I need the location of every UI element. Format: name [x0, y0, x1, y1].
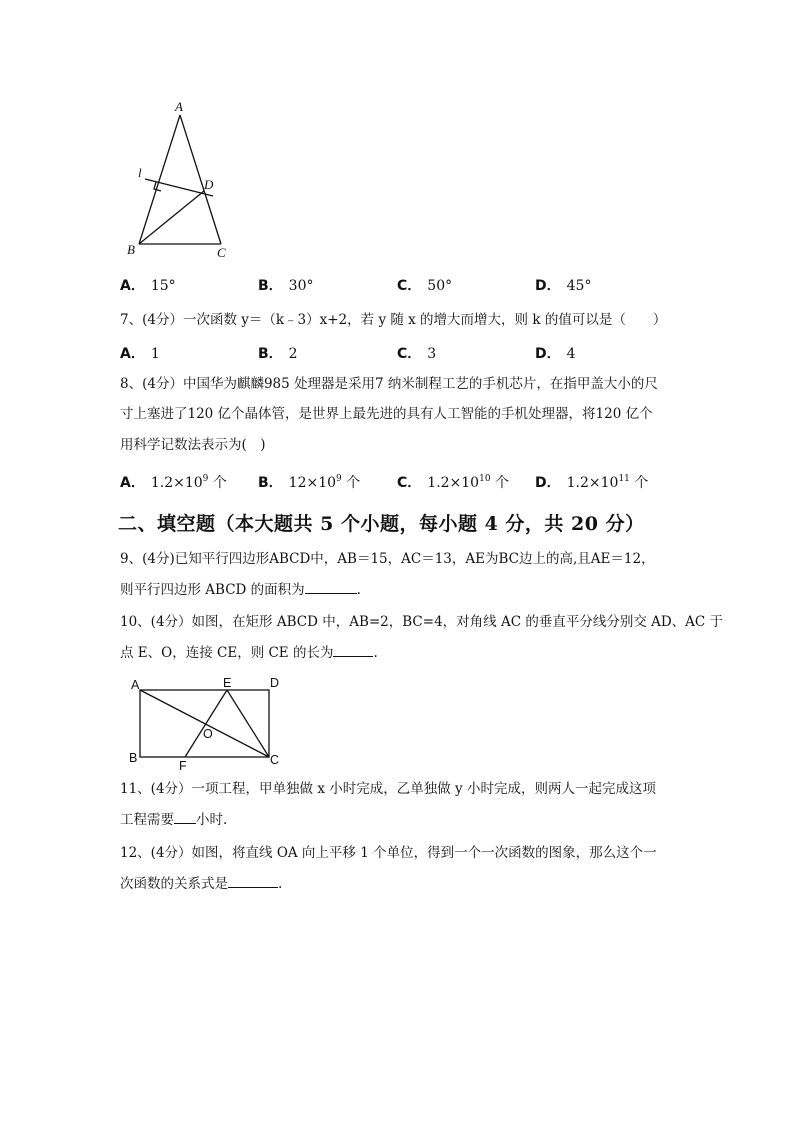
option-base: 1.2×10	[150, 475, 203, 491]
option-text: 45°	[566, 278, 592, 294]
question-10-line-2	[120, 644, 378, 662]
label-a: A	[131, 678, 140, 692]
option-letter: B．	[258, 475, 283, 491]
answer-blank[interactable]	[174, 811, 196, 824]
question-12-line-2	[120, 875, 282, 893]
option-base: 1.2×10	[566, 475, 619, 491]
answer-blank[interactable]	[228, 875, 278, 888]
question-8-line-2: 寸上塞进了120 亿个晶体管，是世界上最先进的具有人工智能的手机处理器，将120 亿个	[120, 406, 653, 422]
label-a: A	[175, 99, 183, 114]
option-letter: B．	[258, 346, 283, 362]
option-letter: A．	[120, 346, 145, 362]
question-11-line-2	[120, 811, 227, 829]
question-9-line-2	[120, 581, 361, 599]
option-text: 50°	[427, 278, 453, 294]
question-12-line-1: 12、(4分）如图，将直线 OA 向上平移 1 个单位，得到一个一次函数的图象，那么这个一	[120, 845, 657, 861]
question-11-line-1: 11、(4分）一项工程，甲单独做 x 小时完成，乙单独做 y 小时完成，则两人一起完成这项	[120, 781, 656, 797]
question-10-period: .	[373, 645, 378, 661]
option-letter: C．	[397, 475, 422, 491]
question-11-text: 工程需要	[120, 812, 174, 828]
option-exponent: 9	[336, 474, 342, 484]
q6-option-c	[397, 275, 452, 295]
option-unit: 个	[629, 475, 649, 491]
label-c: C	[270, 753, 280, 767]
label-e: E	[223, 676, 232, 690]
option-letter: B．	[258, 278, 283, 294]
q6-option-b	[258, 275, 314, 295]
option-unit: 个	[208, 475, 227, 491]
question-8-line-1: 8、(4分）中国华为麒麟985 处理器是采用7 纳米制程工艺的手机芯片，在指甲盖大小的尺	[120, 376, 658, 392]
option-letter: C．	[397, 346, 422, 362]
answer-blank[interactable]	[305, 581, 357, 594]
question-8-line-3: 用科学记数法表示为( )	[120, 437, 266, 453]
label-l: l	[138, 165, 142, 180]
question-9-line-1: 9、(4分)已知平行四边形ABCD中，AB＝15，AC＝13，AE为BC边上的高,且AE＝12，	[120, 551, 655, 567]
label-o: O	[203, 727, 213, 741]
question-10-text: 点 E、O，连接 CE，则 CE 的长为	[120, 645, 334, 661]
q7-option-b	[258, 343, 298, 363]
label-c: C	[217, 245, 226, 260]
option-text: 15°	[150, 278, 176, 294]
diagonal-ac	[140, 690, 269, 757]
question-9-text: 则平行四边形 ABCD 的面积为	[120, 582, 305, 598]
section-2-title: 二、填空题（本大题共 5 个小题，每小题 4 分，共 20 分）	[118, 513, 645, 535]
segment-bd	[139, 191, 204, 244]
option-base: 12×10	[288, 475, 337, 491]
option-text: 3	[427, 346, 437, 362]
label-b: B	[129, 751, 138, 765]
option-letter: A．	[120, 278, 145, 294]
label-b: B	[127, 242, 135, 257]
q6-option-d	[535, 275, 591, 295]
label-d: D	[204, 177, 214, 192]
label-d: D	[270, 676, 280, 690]
answer-blank[interactable]	[333, 644, 373, 657]
option-letter: A．	[120, 475, 145, 491]
option-exponent: 10	[479, 474, 491, 484]
option-letter: D．	[535, 278, 561, 294]
option-letter: C．	[397, 278, 422, 294]
q7-option-d	[535, 343, 576, 363]
option-exponent: 9	[202, 474, 209, 484]
side-ac	[180, 115, 221, 244]
triangle-figure	[120, 98, 240, 266]
q7-option-a	[120, 343, 160, 363]
q8-option-c	[397, 472, 509, 492]
question-12-period: .	[278, 876, 283, 892]
question-11-text-end: 小时.	[196, 812, 228, 828]
option-letter: D．	[535, 475, 561, 491]
question-12-text: 次函数的关系式是	[120, 876, 228, 892]
option-text: 1	[150, 346, 160, 362]
q8-option-b	[258, 472, 360, 492]
rectangle-figure	[125, 672, 295, 778]
segment-ef	[185, 690, 227, 757]
option-text: 2	[288, 346, 298, 362]
q7-option-c	[397, 343, 436, 363]
q6-option-a	[120, 275, 176, 295]
segment-ce	[227, 690, 269, 757]
option-unit: 个	[341, 475, 361, 491]
q8-option-a	[120, 472, 227, 492]
q8-option-d	[535, 472, 648, 492]
label-f: F	[179, 759, 187, 773]
option-text: 30°	[288, 278, 314, 294]
question-7: 7、(4分）一次函数 y＝（k﹣3）x+2，若 y 随 x 的增大而增大，则 k 的值可以是（ ）	[120, 312, 667, 328]
question-10-line-1: 10、(4分）如图，在矩形 ABCD 中，AB=2，BC=4，对角线 AC 的垂直平分线分别交 AD、AC 于	[120, 614, 724, 630]
option-base: 1.2×10	[427, 475, 480, 491]
option-letter: D．	[535, 346, 561, 362]
option-unit: 个	[490, 475, 509, 491]
option-text: 4	[566, 346, 576, 362]
option-exponent: 11	[618, 474, 630, 484]
question-9-period: .	[356, 582, 361, 598]
